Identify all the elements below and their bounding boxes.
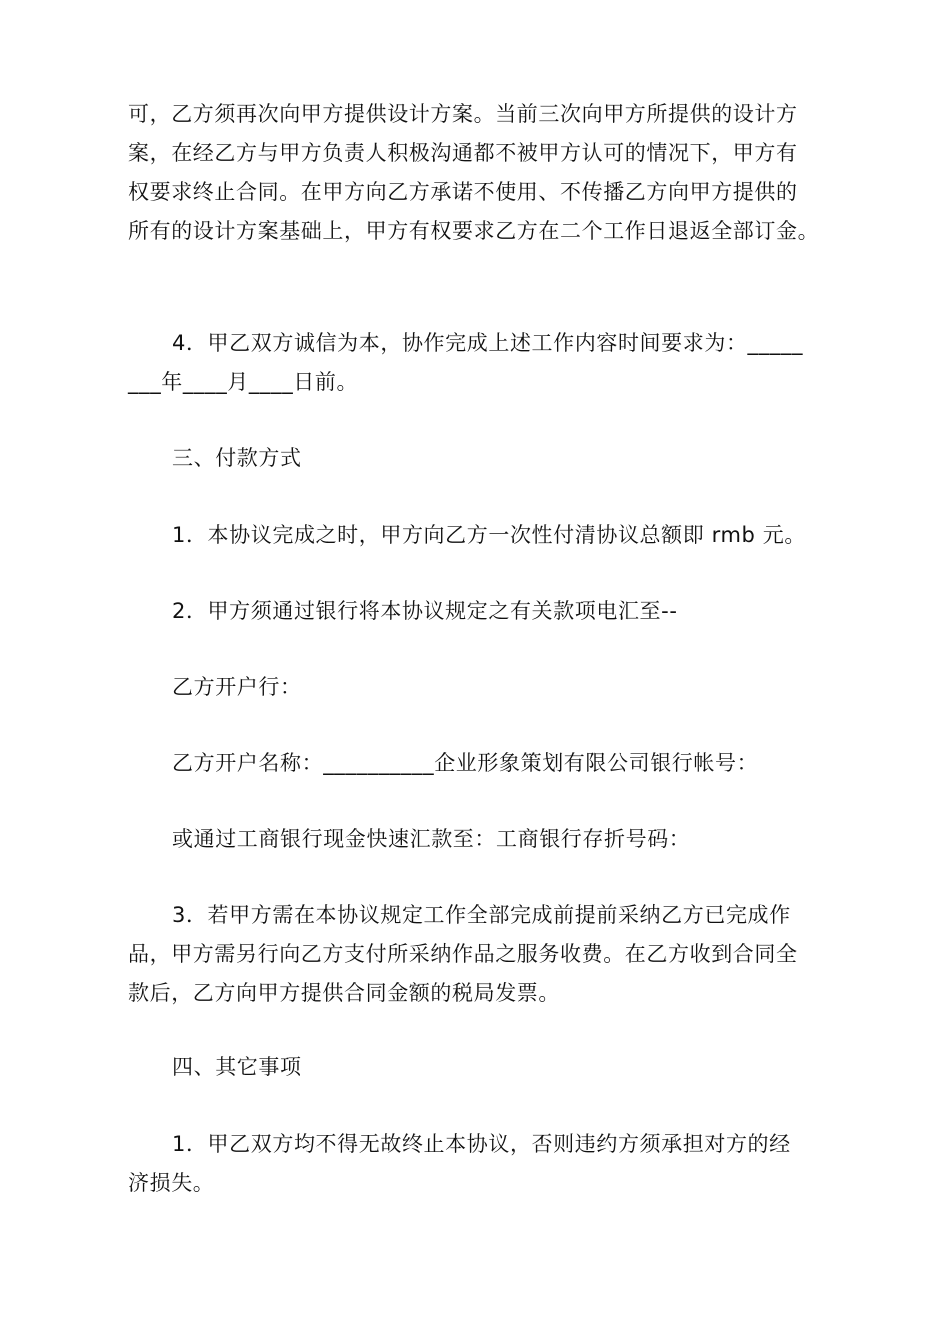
text-line: 案，在经乙方与甲方负责人积极沟通都不被甲方认可的情况下，甲方有 bbox=[128, 141, 798, 165]
text-line: 品，甲方需另行向乙方支付所采纳作品之服务收费。在乙方收到合同全 bbox=[128, 942, 798, 966]
section-heading-payment bbox=[128, 439, 828, 478]
paragraph-other-1 bbox=[128, 1125, 828, 1203]
paragraph-icbc-remittance bbox=[128, 820, 828, 859]
paragraph-bank bbox=[128, 668, 828, 707]
text-line: ___年____月____日前。 bbox=[128, 370, 359, 394]
heading-text: 四、其它事项 bbox=[172, 1055, 302, 1079]
paragraph-account-name bbox=[128, 744, 828, 783]
paragraph-item-4-deadline bbox=[128, 324, 828, 402]
paragraph-payment-3 bbox=[128, 896, 828, 1013]
paragraph-payment-1 bbox=[128, 516, 828, 555]
heading-text: 三、付款方式 bbox=[172, 446, 302, 470]
text-line: 权要求终止合同。在甲方向乙方承诺不使用、不传播乙方向甲方提供的 bbox=[128, 180, 798, 204]
text-line: 1．甲乙双方均不得无故终止本协议，否则违约方须承担对方的经 bbox=[172, 1132, 791, 1156]
text-line: 2．甲方须通过银行将本协议规定之有关款项电汇至-- bbox=[172, 599, 678, 623]
text-line: 可，乙方须再次向甲方提供设计方案。当前三次向甲方所提供的设计方 bbox=[128, 102, 798, 126]
paragraph-payment-2 bbox=[128, 592, 828, 631]
text-line: 乙方开户名称：__________企业形象策划有限公司银行帐号： bbox=[172, 751, 759, 775]
text-line: 1．本协议完成之时，甲方向乙方一次性付清协议总额即 rmb 元。 bbox=[172, 523, 806, 547]
text-line: 3．若甲方需在本协议规定工作全部完成前提前采纳乙方已完成作 bbox=[172, 903, 791, 927]
text-line: 济损失。 bbox=[128, 1171, 215, 1195]
text-line: 乙方开户行： bbox=[172, 675, 302, 699]
text-line: 所有的设计方案基础上，甲方有权要求乙方在二个工作日退返全部订金。 bbox=[128, 219, 820, 243]
text-line: 4．甲乙双方诚信为本，协作完成上述工作内容时间要求为：_____ bbox=[172, 331, 804, 355]
text-line: 或通过工商银行现金快速汇款至：工商银行存折号码： bbox=[172, 827, 691, 851]
section-heading-other-matters bbox=[128, 1048, 828, 1087]
text-line: 款后，乙方向甲方提供合同金额的税局发票。 bbox=[128, 981, 560, 1005]
paragraph-design-termination bbox=[128, 95, 828, 251]
